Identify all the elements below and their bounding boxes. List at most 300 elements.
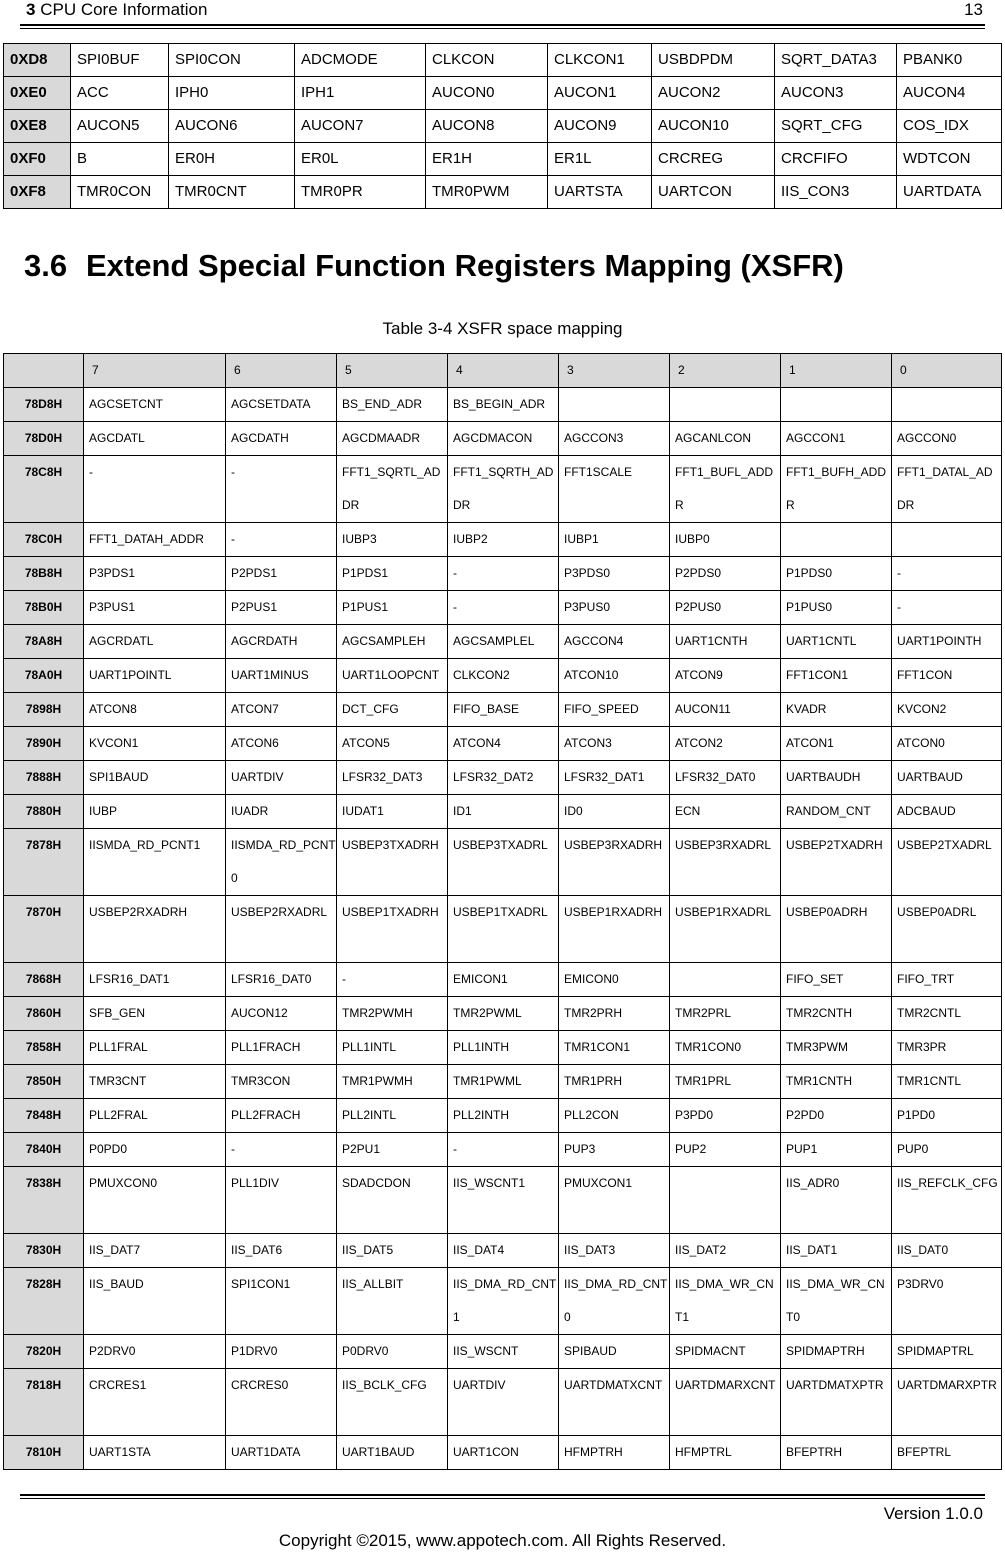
register-cell: P3DRV0 — [892, 1268, 1002, 1335]
register-cell: UART1BAUD — [337, 1436, 448, 1470]
register-cell: ID1 — [448, 795, 559, 829]
register-cell: IPH0 — [169, 77, 295, 110]
register-cell: CRCREG — [652, 143, 775, 176]
register-cell: ER1L — [548, 143, 652, 176]
table-row — [4, 557, 1002, 591]
register-cell: AGCDMACON — [448, 422, 559, 456]
register-cell: AUCON2 — [652, 77, 775, 110]
table-row — [4, 761, 1002, 795]
header-corner-cell — [4, 354, 84, 388]
register-cell: IIS_DAT6 — [226, 1234, 337, 1268]
register-cell: ATCON9 — [670, 659, 781, 693]
register-cell: CLKCON1 — [548, 44, 652, 77]
table-row — [4, 1167, 1002, 1234]
register-cell: PMUXCON1 — [559, 1167, 670, 1234]
register-cell: IIS_DAT5 — [337, 1234, 448, 1268]
register-cell: AGCRDATH — [226, 625, 337, 659]
register-cell: AGCDATH — [226, 422, 337, 456]
xsfr-table-body — [4, 388, 1002, 1470]
register-cell: AUCON8 — [426, 110, 548, 143]
register-cell: P1PUS1 — [337, 591, 448, 625]
register-address: 7818H — [4, 1369, 84, 1436]
register-cell: - — [84, 456, 226, 523]
register-address: 78D0H — [4, 422, 84, 456]
register-address: 7840H — [4, 1133, 84, 1167]
register-cell: IUBP0 — [670, 523, 781, 557]
register-cell: CLKCON — [426, 44, 548, 77]
register-cell: PLL2FRACH — [226, 1099, 337, 1133]
register-cell: ATCON1 — [781, 727, 892, 761]
register-cell: TMR0CNT — [169, 176, 295, 209]
register-cell: TMR1PRH — [559, 1065, 670, 1099]
register-address: 7868H — [4, 963, 84, 997]
register-cell: UARTDIV — [448, 1369, 559, 1436]
register-address: 7878H — [4, 829, 84, 896]
register-cell: IIS_ADR0 — [781, 1167, 892, 1234]
register-cell: KVCON1 — [84, 727, 226, 761]
register-address: 0XE8 — [4, 110, 71, 143]
register-cell: USBEP1RXADRH — [559, 896, 670, 963]
register-cell: - — [892, 591, 1002, 625]
register-cell: UARTSTA — [548, 176, 652, 209]
register-cell — [781, 388, 892, 422]
table-row — [4, 1268, 1002, 1335]
register-cell: SPI1BAUD — [84, 761, 226, 795]
register-cell: USBEP2TXADRH — [781, 829, 892, 896]
register-cell: SQRT_CFG — [775, 110, 897, 143]
register-cell: - — [892, 557, 1002, 591]
register-cell: - — [448, 557, 559, 591]
register-cell: FFT1_SQRTL_ADDR — [337, 456, 448, 523]
register-cell: AGCSAMPLEL — [448, 625, 559, 659]
table-row — [4, 456, 1002, 523]
register-cell: AGCSETDATA — [226, 388, 337, 422]
register-cell: BS_BEGIN_ADR — [448, 388, 559, 422]
register-cell: FFT1_BUFL_ADDR — [670, 456, 781, 523]
register-cell: IIS_DMA_WR_CNT0 — [781, 1268, 892, 1335]
register-cell: UART1STA — [84, 1436, 226, 1470]
register-cell: P2PU1 — [337, 1133, 448, 1167]
register-cell: IIS_DMA_RD_CNT1 — [448, 1268, 559, 1335]
register-cell: PMUXCON0 — [84, 1167, 226, 1234]
register-cell: ATCON8 — [84, 693, 226, 727]
register-cell: USBEP3TXADRL — [448, 829, 559, 896]
table-row — [4, 422, 1002, 456]
register-cell: ATCON10 — [559, 659, 670, 693]
page-header — [26, 0, 983, 22]
register-cell: SPI0CON — [169, 44, 295, 77]
register-cell: IIS_DMA_RD_CNT0 — [559, 1268, 670, 1335]
register-address: 7860H — [4, 997, 84, 1031]
register-cell: PUP3 — [559, 1133, 670, 1167]
register-cell: FIFO_SPEED — [559, 693, 670, 727]
register-address: 7898H — [4, 693, 84, 727]
register-cell: SQRT_DATA3 — [775, 44, 897, 77]
table-row — [4, 727, 1002, 761]
register-cell: UART1POINTH — [892, 625, 1002, 659]
bit-header-cell: 2 — [670, 354, 781, 388]
register-cell: TMR0PR — [295, 176, 426, 209]
table-row — [4, 1234, 1002, 1268]
register-cell: LFSR16_DAT1 — [84, 963, 226, 997]
section-heading — [24, 246, 844, 286]
register-cell: PLL1FRAL — [84, 1031, 226, 1065]
register-address: 7838H — [4, 1167, 84, 1234]
table-row — [4, 963, 1002, 997]
register-cell: IIS_WSCNT1 — [448, 1167, 559, 1234]
register-cell: FFT1SCALE — [559, 456, 670, 523]
register-cell: P2DRV0 — [84, 1335, 226, 1369]
header-rule — [20, 24, 985, 29]
register-address: 0XD8 — [4, 44, 71, 77]
register-cell: P3PDS1 — [84, 557, 226, 591]
register-cell: BFEPTRH — [781, 1436, 892, 1470]
register-cell: UARTCON — [652, 176, 775, 209]
register-address: 78C8H — [4, 456, 84, 523]
register-address: 78A0H — [4, 659, 84, 693]
chapter-title: CPU Core Information — [40, 0, 208, 19]
bit-header-cell: 6 — [226, 354, 337, 388]
register-cell: PLL1INTL — [337, 1031, 448, 1065]
register-address: 78A8H — [4, 625, 84, 659]
register-address: 7810H — [4, 1436, 84, 1470]
register-cell: USBEP1TXADRL — [448, 896, 559, 963]
register-cell: TMR2PWMH — [337, 997, 448, 1031]
register-address: 7888H — [4, 761, 84, 795]
register-address: 7880H — [4, 795, 84, 829]
register-cell: EMICON0 — [559, 963, 670, 997]
register-cell: TMR3CNT — [84, 1065, 226, 1099]
register-cell: IIS_BAUD — [84, 1268, 226, 1335]
table-row — [4, 829, 1002, 896]
register-address: 78C0H — [4, 523, 84, 557]
register-cell: IIS_DAT4 — [448, 1234, 559, 1268]
register-cell: B — [71, 143, 169, 176]
bit-header-cell: 5 — [337, 354, 448, 388]
register-cell: TMR1CNTH — [781, 1065, 892, 1099]
register-cell: P1PD0 — [892, 1099, 1002, 1133]
register-cell: - — [226, 456, 337, 523]
register-cell: TMR1CNTL — [892, 1065, 1002, 1099]
register-cell: UARTDMARXCNT — [670, 1369, 781, 1436]
register-cell: KVADR — [781, 693, 892, 727]
register-cell: UARTDIV — [226, 761, 337, 795]
register-cell: P3PDS0 — [559, 557, 670, 591]
register-address: 7890H — [4, 727, 84, 761]
register-cell: UARTBAUD — [892, 761, 1002, 795]
register-cell: SPIBAUD — [559, 1335, 670, 1369]
register-cell: USBEP3RXADRL — [670, 829, 781, 896]
register-cell: IUBP3 — [337, 523, 448, 557]
register-cell — [892, 388, 1002, 422]
register-cell: AUCON3 — [775, 77, 897, 110]
register-cell: IUBP1 — [559, 523, 670, 557]
register-cell: SPI1CON1 — [226, 1268, 337, 1335]
register-cell: P2PD0 — [781, 1099, 892, 1133]
register-cell — [670, 388, 781, 422]
register-cell: IIS_BCLK_CFG — [337, 1369, 448, 1436]
register-cell: TMR3PR — [892, 1031, 1002, 1065]
register-cell: WDTCON — [897, 143, 1002, 176]
register-cell: SPIDMACNT — [670, 1335, 781, 1369]
register-cell: USBEP1RXADRL — [670, 896, 781, 963]
register-cell: UARTDATA — [897, 176, 1002, 209]
register-cell: USBEP2TXADRL — [892, 829, 1002, 896]
register-cell: TMR2CNTH — [781, 997, 892, 1031]
register-cell: COS_IDX — [897, 110, 1002, 143]
section-number: 3.6 — [24, 248, 68, 283]
xsfr-header-row — [4, 354, 1002, 388]
register-cell: ER1H — [426, 143, 548, 176]
register-cell: FFT1_DATAL_ADDR — [892, 456, 1002, 523]
register-cell: ATCON2 — [670, 727, 781, 761]
register-cell: UARTDMARXPTR — [892, 1369, 1002, 1436]
register-cell: AUCON12 — [226, 997, 337, 1031]
register-cell: AUCON4 — [897, 77, 1002, 110]
register-cell: TMR3PWM — [781, 1031, 892, 1065]
register-cell: ADCBAUD — [892, 795, 1002, 829]
register-cell: AUCON9 — [548, 110, 652, 143]
table-row — [4, 523, 1002, 557]
register-cell: AGCSETCNT — [84, 388, 226, 422]
register-cell: AGCDATL — [84, 422, 226, 456]
register-cell: USBEP0ADRH — [781, 896, 892, 963]
register-cell: BS_END_ADR — [337, 388, 448, 422]
register-cell: TMR2PWML — [448, 997, 559, 1031]
register-cell: KVCON2 — [892, 693, 1002, 727]
table-row — [4, 896, 1002, 963]
register-cell: P0DRV0 — [337, 1335, 448, 1369]
table-row — [4, 1099, 1002, 1133]
footer-rule — [20, 1494, 985, 1499]
register-cell: AGCCON1 — [781, 422, 892, 456]
register-cell: AGCCON3 — [559, 422, 670, 456]
register-address: 7870H — [4, 896, 84, 963]
register-cell: EMICON1 — [448, 963, 559, 997]
register-cell: P1PDS0 — [781, 557, 892, 591]
register-address: 0XF8 — [4, 176, 71, 209]
table-row — [4, 795, 1002, 829]
register-cell: AGCSAMPLEH — [337, 625, 448, 659]
register-cell: TMR2PRH — [559, 997, 670, 1031]
register-cell: FFT1CON1 — [781, 659, 892, 693]
table-row — [4, 1031, 1002, 1065]
register-cell: TMR3CON — [226, 1065, 337, 1099]
bit-header-cell: 3 — [559, 354, 670, 388]
register-cell: - — [226, 1133, 337, 1167]
register-cell: PUP2 — [670, 1133, 781, 1167]
register-cell: TMR2PRL — [670, 997, 781, 1031]
register-cell: PLL2INTL — [337, 1099, 448, 1133]
register-cell: HFMPTRL — [670, 1436, 781, 1470]
table-caption: Table 3-4 XSFR space mapping — [382, 319, 623, 338]
register-cell: AUCON6 — [169, 110, 295, 143]
register-cell: IUADR — [226, 795, 337, 829]
page-number: 13 — [964, 0, 983, 19]
register-cell: TMR1PWMH — [337, 1065, 448, 1099]
register-cell: IUDAT1 — [337, 795, 448, 829]
register-cell: USBDPDM — [652, 44, 775, 77]
register-cell: SDADCDON — [337, 1167, 448, 1234]
register-cell: PLL1DIV — [226, 1167, 337, 1234]
register-cell: FFT1_BUFH_ADDR — [781, 456, 892, 523]
register-cell: PLL1INTH — [448, 1031, 559, 1065]
register-cell: IIS_DAT3 — [559, 1234, 670, 1268]
chapter-heading — [26, 0, 207, 19]
table-row — [4, 591, 1002, 625]
register-address: 78B8H — [4, 557, 84, 591]
register-cell: UARTDMATXCNT — [559, 1369, 670, 1436]
register-cell: CRCRES0 — [226, 1369, 337, 1436]
register-cell: LFSR32_DAT2 — [448, 761, 559, 795]
register-cell: SPIDMAPTRL — [892, 1335, 1002, 1369]
register-cell: ATCON7 — [226, 693, 337, 727]
register-cell: AGCRDATL — [84, 625, 226, 659]
register-cell: USBEP2RXADRL — [226, 896, 337, 963]
register-cell — [892, 523, 1002, 557]
register-address: 7848H — [4, 1099, 84, 1133]
register-cell: PLL2CON — [559, 1099, 670, 1133]
register-cell: LFSR32_DAT0 — [670, 761, 781, 795]
register-cell: SPIDMAPTRH — [781, 1335, 892, 1369]
register-cell: CLKCON2 — [448, 659, 559, 693]
sfr-table-body — [4, 44, 1002, 209]
table-row — [4, 1065, 1002, 1099]
register-cell: IIS_ALLBIT — [337, 1268, 448, 1335]
register-cell: ER0L — [295, 143, 426, 176]
register-cell: FIFO_SET — [781, 963, 892, 997]
table-row — [4, 1335, 1002, 1369]
register-cell: P0PD0 — [84, 1133, 226, 1167]
table-row — [4, 44, 1002, 77]
table-row — [4, 997, 1002, 1031]
register-cell: AUCON5 — [71, 110, 169, 143]
register-cell: IPH1 — [295, 77, 426, 110]
register-cell: FIFO_TRT — [892, 963, 1002, 997]
section-title: Extend Special Function Registers Mapping (XSFR) — [86, 248, 844, 283]
register-cell: AUCON7 — [295, 110, 426, 143]
register-cell: - — [337, 963, 448, 997]
register-cell: SPI0BUF — [71, 44, 169, 77]
register-cell: P1PUS0 — [781, 591, 892, 625]
register-cell: ID0 — [559, 795, 670, 829]
bit-header-cell: 7 — [84, 354, 226, 388]
register-cell: PLL2FRAL — [84, 1099, 226, 1133]
register-cell: IIS_DAT2 — [670, 1234, 781, 1268]
register-cell: CRCFIFO — [775, 143, 897, 176]
register-cell: AUCON0 — [426, 77, 548, 110]
register-cell: TMR1CON1 — [559, 1031, 670, 1065]
register-cell: P1DRV0 — [226, 1335, 337, 1369]
register-address: 7820H — [4, 1335, 84, 1369]
register-cell: IIS_REFCLK_CFG — [892, 1167, 1002, 1234]
register-cell: USBEP0ADRL — [892, 896, 1002, 963]
table-row — [4, 1369, 1002, 1436]
register-cell: TMR1CON0 — [670, 1031, 781, 1065]
table-row — [4, 1436, 1002, 1470]
register-cell — [670, 1167, 781, 1234]
register-cell: - — [226, 523, 337, 557]
register-cell: ECN — [670, 795, 781, 829]
register-cell: IUBP — [84, 795, 226, 829]
register-cell: AGCANLCON — [670, 422, 781, 456]
table-row — [4, 659, 1002, 693]
register-cell: AGCCON0 — [892, 422, 1002, 456]
register-cell: IIS_DAT7 — [84, 1234, 226, 1268]
register-cell: FFT1_SQRTH_ADDR — [448, 456, 559, 523]
register-cell: UART1CNTL — [781, 625, 892, 659]
version-label: Version 1.0.0 — [883, 1504, 983, 1523]
table-row — [4, 77, 1002, 110]
register-cell: UART1CNTH — [670, 625, 781, 659]
sfr-table — [3, 43, 1002, 209]
register-cell: ATCON0 — [892, 727, 1002, 761]
register-cell: IIS_DAT0 — [892, 1234, 1002, 1268]
register-cell: USBEP3TXADRH — [337, 829, 448, 896]
register-cell: UARTDMATXPTR — [781, 1369, 892, 1436]
register-cell: USBEP2RXADRH — [84, 896, 226, 963]
register-cell: TMR0PWM — [426, 176, 548, 209]
register-cell: UART1POINTL — [84, 659, 226, 693]
bit-header-cell: 1 — [781, 354, 892, 388]
register-cell: - — [448, 1133, 559, 1167]
register-cell: AUCON10 — [652, 110, 775, 143]
register-cell: PUP1 — [781, 1133, 892, 1167]
table-row — [4, 110, 1002, 143]
register-cell: UART1LOOPCNT — [337, 659, 448, 693]
bit-header-cell: 4 — [448, 354, 559, 388]
register-cell: P1PDS1 — [337, 557, 448, 591]
table-row — [4, 693, 1002, 727]
register-address: 0XF0 — [4, 143, 71, 176]
register-cell: TMR2CNTL — [892, 997, 1002, 1031]
register-address: 7830H — [4, 1234, 84, 1268]
register-cell: UART1CON — [448, 1436, 559, 1470]
register-cell: PBANK0 — [897, 44, 1002, 77]
register-cell: IISMDA_RD_PCNT1 — [84, 829, 226, 896]
register-cell: P2PUS0 — [670, 591, 781, 625]
register-cell: TMR0CON — [71, 176, 169, 209]
register-address: 0XE0 — [4, 77, 71, 110]
register-cell: USBEP1TXADRH — [337, 896, 448, 963]
register-cell: P3PUS1 — [84, 591, 226, 625]
register-cell — [559, 388, 670, 422]
chapter-number: 3 — [26, 0, 36, 19]
register-cell: ATCON6 — [226, 727, 337, 761]
register-cell — [670, 963, 781, 997]
register-cell: USBEP3RXADRH — [559, 829, 670, 896]
register-cell: UART1DATA — [226, 1436, 337, 1470]
table-row — [4, 176, 1002, 209]
register-cell: RANDOM_CNT — [781, 795, 892, 829]
register-cell: AGCCON4 — [559, 625, 670, 659]
register-cell: AUCON1 — [548, 77, 652, 110]
register-cell: ACC — [71, 77, 169, 110]
register-cell: ADCMODE — [295, 44, 426, 77]
register-cell: P3PUS0 — [559, 591, 670, 625]
register-cell: LFSR16_DAT0 — [226, 963, 337, 997]
register-cell: TMR1PRL — [670, 1065, 781, 1099]
register-cell: - — [448, 591, 559, 625]
register-address: 7850H — [4, 1065, 84, 1099]
register-cell: AUCON11 — [670, 693, 781, 727]
table-row — [4, 625, 1002, 659]
register-cell: IIS_DAT1 — [781, 1234, 892, 1268]
register-cell: AGCDMAADR — [337, 422, 448, 456]
table-row — [4, 388, 1002, 422]
register-cell: ATCON4 — [448, 727, 559, 761]
register-cell: UART1MINUS — [226, 659, 337, 693]
